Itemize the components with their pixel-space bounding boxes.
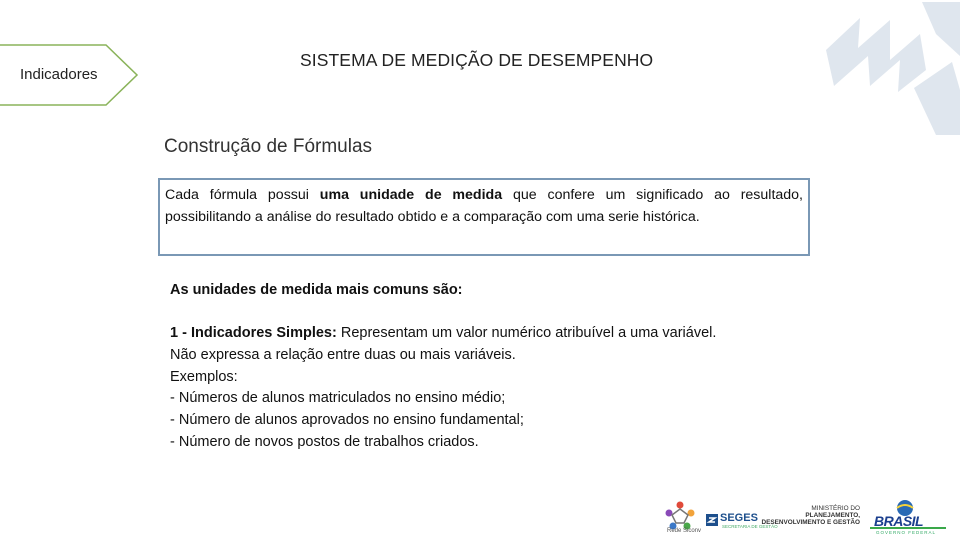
seges-logo-icon: [706, 514, 718, 526]
definition-box: [158, 178, 810, 256]
tab-label: Indicadores: [20, 66, 98, 83]
item-label: 1 - Indicadores Simples:: [170, 325, 337, 341]
page-title: SISTEMA DE MEDIÇÃO DE DESEMPENHO: [300, 50, 654, 70]
ministry-line-1: MINISTÉRIO DO: [811, 505, 860, 512]
definition-text-1: Cada fórmula possui: [165, 187, 320, 203]
example-item: - Número de alunos aprovados no ensino fundamental;: [170, 412, 524, 429]
ministry-logo: [758, 505, 860, 527]
units-heading: As unidades de medida mais comuns são:: [170, 282, 463, 298]
examples-label: Exemplos:: [170, 368, 238, 385]
example-item: - Números de alunos matriculados no ensino médio;: [170, 390, 506, 407]
content-body: [170, 323, 830, 454]
ministry-line-3: DESENVOLVIMENTO E GESTÃO: [761, 519, 860, 527]
item-line-2: Não expressa a relação entre duas ou mais variáveis.: [170, 346, 516, 363]
item-line: [170, 323, 830, 345]
section-subtitle: Construção de Fórmulas: [164, 136, 373, 157]
example-item: - Número de novos postos de trabalhos criados.: [170, 433, 479, 450]
logo-watermark-icon: [818, 0, 960, 140]
item-text: Representam um valor numérico atribuível a uma variável.: [336, 325, 717, 341]
brasil-wordmark: BRASIL: [874, 513, 924, 529]
ministry-line-2: PLANEJAMENTO,: [805, 512, 860, 520]
brasil-subtitle: GOVERNO FEDERAL: [876, 530, 937, 535]
seges-logo: SEGES: [720, 512, 758, 524]
definition-emphasis: uma unidade de medida: [319, 187, 503, 203]
rede-siconv-label: Rede Siconv: [667, 528, 702, 534]
definition-text-2: que confere um significado ao resultado, possibilitando a análise do resultado obtido e a comparação com uma serie histórica.: [165, 187, 803, 225]
seges-subtitle: SECRETARIA DE GESTÃO: [722, 524, 778, 529]
